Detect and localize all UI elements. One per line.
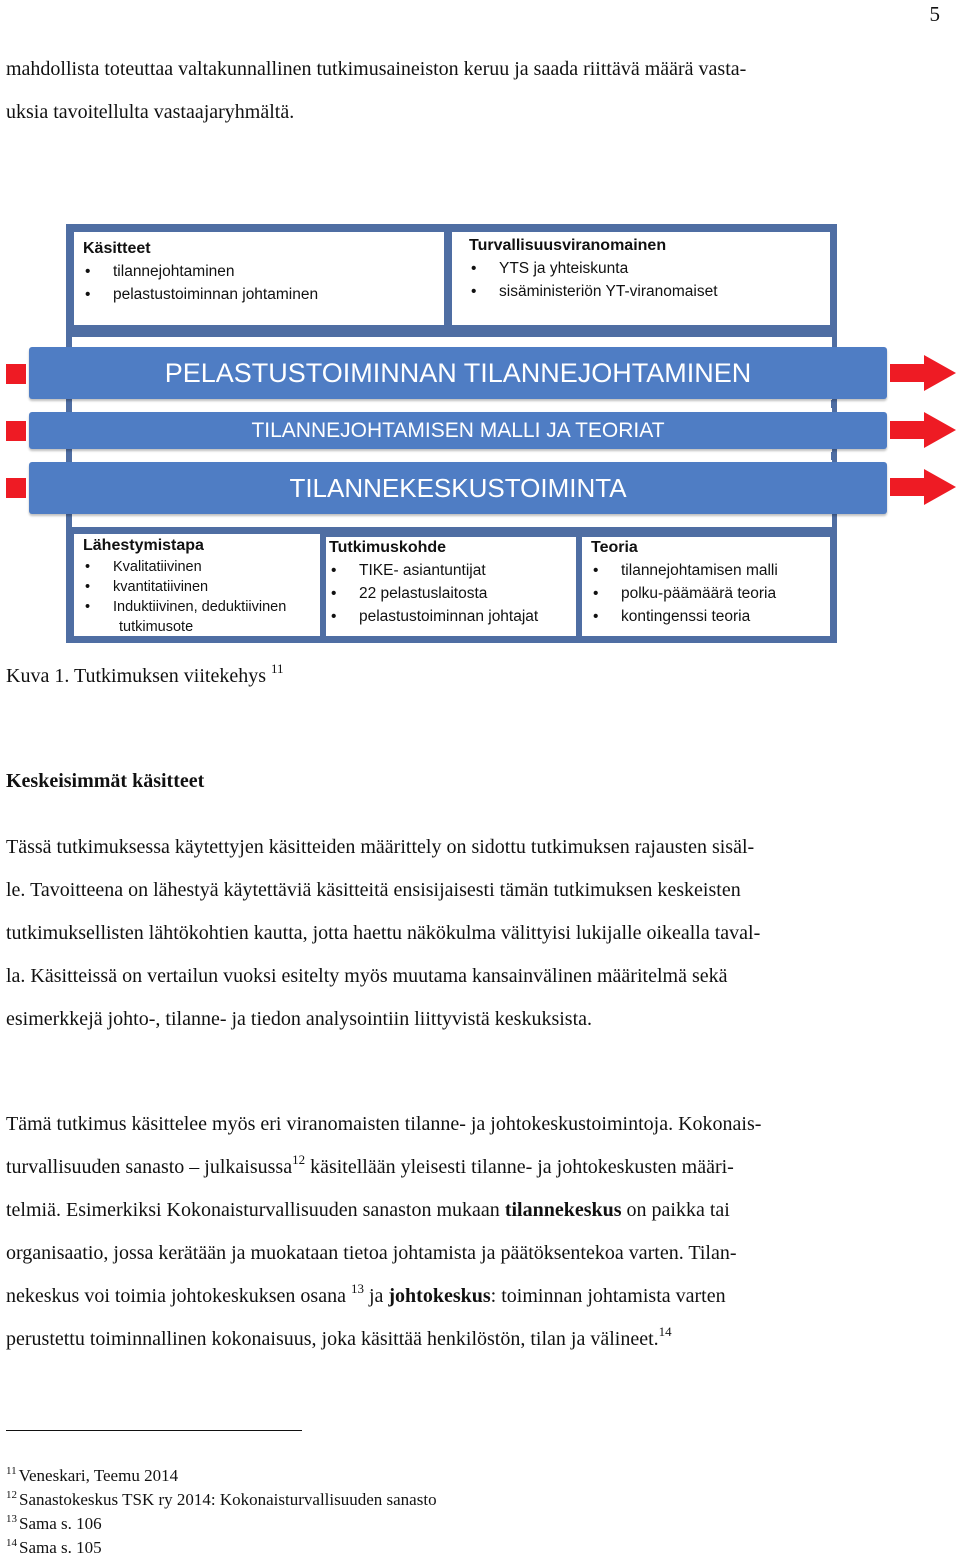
text-segment: nekeskus voi toimia johtokeskuksen osana <box>6 1285 351 1307</box>
footnote <box>6 1536 437 1560</box>
red-square-marker <box>6 421 26 441</box>
research-target-item: • 22 pelastuslaitosta <box>329 582 576 605</box>
frame-tab <box>831 452 837 460</box>
concepts-box <box>74 232 444 325</box>
theory-item: • polku-päämäärä teoria <box>591 582 830 605</box>
text-line: Tämä tutkimus käsittelee myös eri viranomaisten tilanne- ja johtokeskustoimintoja. Kokonais- <box>6 1113 762 1135</box>
footnote-text: Veneskari, Teemu 2014 <box>18 1466 179 1485</box>
text-segment: käsitellään yleisesti tilanne- ja johtokeskusten määri- <box>305 1156 734 1178</box>
theory-item: • tilannejohtamisen malli <box>591 559 830 582</box>
red-arrow-icon <box>890 353 956 393</box>
approach-item: • Kvalitatiivinen <box>83 557 320 577</box>
banner-model: TILANNEJOHTAMISEN MALLI JA TEORIAT <box>29 412 887 449</box>
research-target-title: Tutkimuskohde <box>329 539 447 556</box>
text-segment: : toiminnan johtamista varten <box>490 1285 726 1307</box>
footnotes <box>6 1464 437 1560</box>
text-segment: ja <box>363 1285 389 1307</box>
approach-box <box>74 534 320 636</box>
theory-title: Teoria <box>591 539 638 556</box>
red-arrow-icon <box>890 410 956 450</box>
authority-title: Turvallisuusviranomainen <box>469 237 667 254</box>
concepts-paragraph <box>6 826 940 1041</box>
theory-item: • kontingenssi teoria <box>591 605 830 628</box>
authority-box <box>452 232 830 325</box>
footnote-number: 14 <box>6 1537 17 1549</box>
footnote-ref: 12 <box>292 1152 306 1167</box>
figure-caption <box>6 661 284 688</box>
footnote <box>6 1488 437 1512</box>
authority-item: • YTS ja yhteiskunta <box>469 257 830 280</box>
text-line: tutkimuksellisten lähtökohtien kautta, jotta haettu näkökulma välittyisi lukijalle oikealla taval- <box>6 922 761 944</box>
red-arrow-icon <box>890 467 956 507</box>
approach-title: Lähestymistapa <box>83 537 204 554</box>
caption-text: Kuva 1. Tutkimuksen viitekehys <box>6 665 272 687</box>
term-tilannekeskus: tilannekeskus <box>504 1199 622 1221</box>
text-line: Tässä tutkimuksessa käytettyjen käsitteiden määrittely on sidottu tutkimuksen rajausten sisäl- <box>6 836 755 858</box>
red-square-marker <box>6 364 26 384</box>
text-line: mahdollista toteuttaa valtakunnallinen tutkimusaineiston keruu ja saada riittävä määrä vasta- <box>6 58 747 80</box>
banner-main: PELASTUSTOIMINNAN TILANNEJOHTAMINEN <box>29 347 887 399</box>
page-number: 5 <box>929 2 940 26</box>
footnote-separator <box>6 1430 302 1431</box>
research-target-item: • pelastustoiminnan johtajat <box>329 605 576 628</box>
concepts-item: • pelastustoiminnan johtaminen <box>83 283 444 306</box>
footnote-ref: 13 <box>350 1281 364 1296</box>
red-square-marker <box>6 478 26 498</box>
frame-tab <box>66 400 72 408</box>
theory-box <box>582 537 830 636</box>
research-target-item: • TIKE- asiantuntijat <box>329 559 576 582</box>
approach-item: • kvantitatiivinen <box>83 577 320 597</box>
text-segment: telmiä. Esimerkiksi Kokonaisturvallisuuden sanaston mukaan <box>6 1199 505 1221</box>
text-line: esimerkkejä johto-, tilanne- ja tiedon analysointiin liittyvistä keskuksista. <box>6 1008 592 1030</box>
text-line: la. Käsitteissä on vertailun vuoksi esitelty myös muutama kansainvälinen määritelmä sekä <box>6 965 728 987</box>
approach-continuation: tutkimusote <box>119 619 194 635</box>
footnote <box>6 1512 437 1536</box>
text-segment: perustettu toiminnallinen kokonaisuus, joka käsittää henkilöstön, tilan ja välineet. <box>6 1328 659 1350</box>
footnote <box>6 1464 437 1488</box>
research-target-box <box>326 537 576 636</box>
footnote-text: Sama s. 106 <box>19 1514 102 1533</box>
footnote-text: Sama s. 105 <box>19 1538 102 1557</box>
footnote-text: Sanastokeskus TSK ry 2014: Kokonaisturvallisuuden sanasto <box>19 1490 437 1509</box>
footnote-number: 12 <box>6 1489 17 1501</box>
concepts-item: • tilannejohtaminen <box>83 260 444 283</box>
footnote-number: 11 <box>6 1465 17 1477</box>
footnote-number: 13 <box>6 1513 17 1525</box>
banner-center: TILANNEKESKUSTOIMINTA <box>29 462 887 514</box>
intro-paragraph <box>6 48 940 134</box>
frame-tab <box>66 452 72 460</box>
text-segment: turvallisuuden sanasto – julkaisussa <box>6 1156 293 1178</box>
section-heading: Keskeisimmät käsitteet <box>6 770 205 792</box>
footnote-ref: 14 <box>658 1324 672 1339</box>
text-segment: on paikka tai <box>621 1199 730 1221</box>
text-line: uksia tavoitellulta vastaajaryhmältä. <box>6 101 295 123</box>
footnote-ref: 11 <box>271 661 284 676</box>
concepts-title: Käsitteet <box>83 240 151 257</box>
centers-paragraph <box>6 1103 940 1361</box>
term-johtokeskus: johtokeskus <box>388 1285 491 1307</box>
text-line: organisaatio, jossa kerätään ja muokataan tietoa johtamista ja päätöksentekoa varten. Tilan- <box>6 1242 737 1264</box>
text-line: le. Tavoitteena on lähestyä käytettäviä käsitteitä ensisijaisesti tämän tutkimuksen keskeisten <box>6 879 741 901</box>
authority-item: • sisäministeriön YT-viranomaiset <box>469 280 830 303</box>
approach-item: • Induktiivinen, deduktiivinen <box>83 597 320 617</box>
frame-tab <box>831 400 837 408</box>
